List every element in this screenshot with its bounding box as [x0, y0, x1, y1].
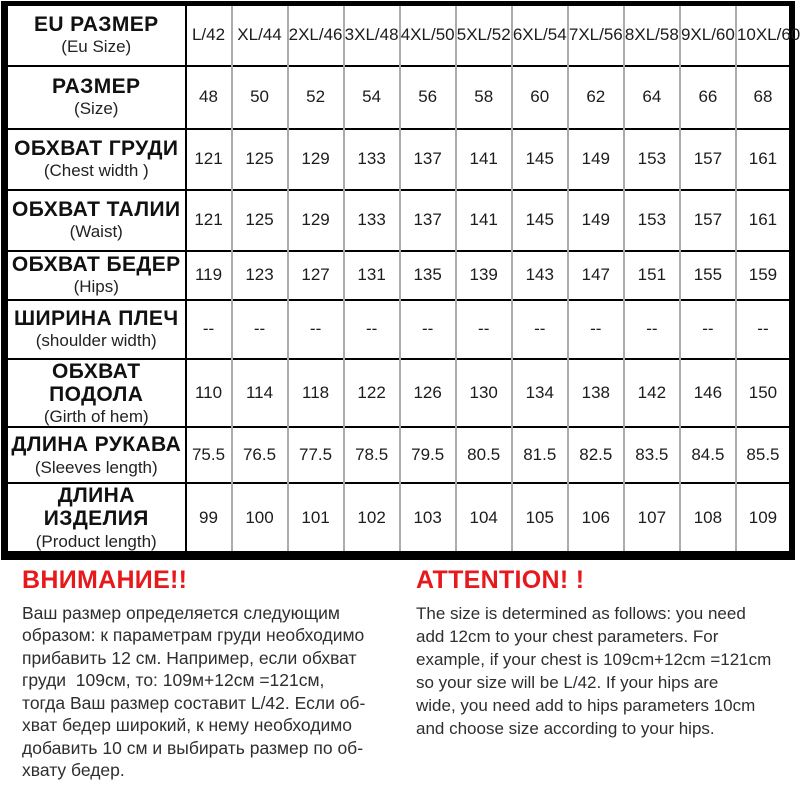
size-value-cell: L/42: [186, 4, 232, 66]
table-row: [5, 4, 793, 66]
note-line: хвату бедер.: [22, 760, 125, 780]
size-value-cell: 100: [232, 483, 288, 555]
size-value-cell: --: [232, 300, 288, 359]
attention-ru-title: ВНИМАНИЕ!!: [22, 566, 188, 594]
size-value-cell: 118: [288, 359, 344, 428]
row-label-ru: ОБХВАТ БЕДЕР: [11, 253, 181, 277]
size-value-cell: 105: [512, 483, 568, 555]
size-value-cell: 50: [232, 66, 288, 129]
row-label-ru: EU РАЗМЕР: [33, 13, 159, 37]
size-value-cell: 52: [288, 66, 344, 129]
table-row: [5, 251, 793, 300]
size-value-cell: 157: [680, 129, 736, 190]
size-value-cell: 129: [288, 129, 344, 190]
size-value-cell: 135: [400, 251, 456, 300]
size-value-cell: 64: [624, 66, 680, 129]
note-line: The size is determined as follows: you need: [416, 603, 746, 623]
note-line: add 12cm to your chest parameters. For: [416, 626, 719, 646]
size-value-cell: 81.5: [512, 427, 568, 483]
size-value-cell: --: [456, 300, 512, 359]
size-value-cell: 3XL/48: [344, 4, 400, 66]
size-value-cell: 60: [512, 66, 568, 129]
size-value-cell: 143: [512, 251, 568, 300]
size-value-cell: 146: [680, 359, 736, 428]
row-label-en: (Sleeves length): [34, 457, 158, 477]
size-value-cell: --: [736, 300, 792, 359]
row-label-ru: РАЗМЕР: [52, 75, 141, 99]
row-label-en: (Size): [74, 99, 119, 119]
size-value-cell: 75.5: [186, 427, 232, 483]
row-label-cell: [5, 66, 186, 129]
size-value-cell: --: [624, 300, 680, 359]
size-value-cell: 4XL/50: [400, 4, 456, 66]
size-value-cell: --: [512, 300, 568, 359]
size-value-cell: 121: [186, 190, 232, 251]
size-value-cell: 161: [736, 129, 792, 190]
size-value-cell: --: [400, 300, 456, 359]
row-label-cell: [5, 359, 186, 428]
size-value-cell: 5XL/52: [456, 4, 512, 66]
size-value-cell: 7XL/56: [568, 4, 624, 66]
note-line: example, if your chest is 109cm+12cm =121cm: [416, 649, 772, 669]
size-value-cell: --: [344, 300, 400, 359]
size-value-cell: 103: [400, 483, 456, 555]
size-value-cell: 85.5: [736, 427, 792, 483]
size-table-body: [5, 4, 800, 556]
size-value-cell: 48: [186, 66, 232, 129]
size-value-cell: 141: [456, 190, 512, 251]
size-value-cell: 127: [288, 251, 344, 300]
size-value-cell: --: [680, 300, 736, 359]
size-value-cell: 126: [400, 359, 456, 428]
size-value-cell: 109: [736, 483, 792, 555]
row-label-ru: ДЛИНА ИЗДЕЛИЯ: [43, 484, 149, 531]
size-chart-table: [1, 1, 800, 560]
size-value-cell: 104: [456, 483, 512, 555]
row-label-en: (shoulder width): [35, 331, 157, 351]
size-value-cell: 147: [568, 251, 624, 300]
size-value-cell: 150: [736, 359, 792, 428]
size-value-cell: 137: [400, 129, 456, 190]
note-line: груди 109см, то: 109м+12см =121см,: [22, 670, 325, 690]
row-label-cell: [5, 4, 186, 66]
table-row: [5, 66, 793, 129]
size-value-cell: 157: [680, 190, 736, 251]
size-value-cell: 114: [232, 359, 288, 428]
row-label-cell: [5, 483, 186, 555]
size-value-cell: 123: [232, 251, 288, 300]
row-label-en: (Hips): [73, 277, 119, 297]
note-line: добавить 10 см и выбирать размер по об-: [22, 737, 364, 758]
size-value-cell: 106: [568, 483, 624, 555]
size-value-cell: 142: [624, 359, 680, 428]
note-line: прибавить 12 см. Например, если обхват: [22, 647, 357, 668]
size-value-cell: 125: [232, 129, 288, 190]
size-value-cell: 99: [186, 483, 232, 555]
size-value-cell: 133: [344, 129, 400, 190]
size-value-cell: 77.5: [288, 427, 344, 483]
size-value-cell: 108: [680, 483, 736, 555]
size-value-cell: 101: [288, 483, 344, 555]
row-label-en: (Eu Size): [61, 37, 132, 57]
note-line: so your size will be L/42. If your hips are: [416, 672, 719, 692]
size-value-cell: 122: [344, 359, 400, 428]
size-value-cell: 134: [512, 359, 568, 428]
size-value-cell: 138: [568, 359, 624, 428]
size-value-cell: --: [568, 300, 624, 359]
note-line: wide, you need add to hips parameters 10cm: [416, 695, 756, 715]
size-value-cell: 56: [400, 66, 456, 129]
size-value-cell: 8XL/58: [624, 4, 680, 66]
row-label-en: (Product length): [35, 531, 157, 551]
size-value-cell: 121: [186, 129, 232, 190]
row-label-ru: ОБХВАТ ГРУДИ: [14, 137, 179, 161]
size-value-cell: 76.5: [232, 427, 288, 483]
note-line: тогда Ваш размер составит L/42. Если об-: [22, 692, 366, 713]
row-label-cell: [5, 427, 186, 483]
size-value-cell: 159: [736, 251, 792, 300]
row-label-ru: ШИРИНА ПЛЕЧ: [14, 307, 179, 331]
row-label-cell: [5, 129, 186, 190]
size-value-cell: 151: [624, 251, 680, 300]
size-value-cell: 131: [344, 251, 400, 300]
size-value-cell: 80.5: [456, 427, 512, 483]
size-value-cell: 102: [344, 483, 400, 555]
size-value-cell: 62: [568, 66, 624, 129]
row-label-ru: ОБХВАТ ТАЛИИ: [12, 198, 181, 222]
size-value-cell: 149: [568, 129, 624, 190]
size-value-cell: 78.5: [344, 427, 400, 483]
size-value-cell: --: [186, 300, 232, 359]
size-value-cell: 119: [186, 251, 232, 300]
size-value-cell: 68: [736, 66, 792, 129]
size-value-cell: 155: [680, 251, 736, 300]
size-value-cell: 153: [624, 190, 680, 251]
size-value-cell: 161: [736, 190, 792, 251]
size-value-cell: 79.5: [400, 427, 456, 483]
note-line: образом: к параметрам груди необходимо: [22, 625, 365, 645]
attention-en-title: ATTENTION! !: [416, 566, 585, 594]
size-value-cell: 145: [512, 129, 568, 190]
table-row: [5, 190, 793, 251]
table-row: [5, 483, 793, 555]
row-label-ru: ОБХВАТ ПОДОЛА: [49, 359, 144, 406]
row-label-cell: [5, 251, 186, 300]
size-value-cell: 149: [568, 190, 624, 251]
size-value-cell: 9XL/60: [680, 4, 736, 66]
table-row: [5, 427, 793, 483]
row-label-ru: ДЛИНА РУКАВА: [11, 433, 182, 457]
row-label-en: (Chest width ): [43, 161, 149, 181]
row-label-en: (Waist): [69, 222, 123, 242]
size-value-cell: 153: [624, 129, 680, 190]
note-line: хват бедер широкий, к нему необходимо: [22, 715, 352, 735]
size-value-cell: 141: [456, 129, 512, 190]
size-value-cell: 66: [680, 66, 736, 129]
attention-ru-section: [22, 567, 406, 782]
size-value-cell: 2XL/46: [288, 4, 344, 66]
attention-ru-text: [22, 602, 406, 782]
size-value-cell: XL/44: [232, 4, 288, 66]
size-value-cell: 107: [624, 483, 680, 555]
attention-en-section: [416, 567, 796, 740]
size-value-cell: 130: [456, 359, 512, 428]
size-value-cell: 10XL/60: [736, 4, 792, 66]
table-row: [5, 359, 793, 428]
row-label-cell: [5, 190, 186, 251]
size-value-cell: --: [288, 300, 344, 359]
note-line: and choose size according to your hips.: [416, 718, 715, 738]
size-value-cell: 110: [186, 359, 232, 428]
size-value-cell: 83.5: [624, 427, 680, 483]
size-value-cell: 58: [456, 66, 512, 129]
table-row: [5, 300, 793, 359]
size-value-cell: 145: [512, 190, 568, 251]
size-value-cell: 139: [456, 251, 512, 300]
row-label-en: (Girth of hem): [43, 406, 149, 426]
size-value-cell: 54: [344, 66, 400, 129]
row-label-cell: [5, 300, 186, 359]
size-value-cell: 133: [344, 190, 400, 251]
size-value-cell: 129: [288, 190, 344, 251]
note-line: Ваш размер определяется следующим: [22, 602, 340, 623]
size-value-cell: 125: [232, 190, 288, 251]
size-value-cell: 82.5: [568, 427, 624, 483]
table-row: [5, 129, 793, 190]
size-value-cell: 6XL/54: [512, 4, 568, 66]
attention-en-text: [416, 602, 796, 740]
size-value-cell: 137: [400, 190, 456, 251]
size-value-cell: 84.5: [680, 427, 736, 483]
